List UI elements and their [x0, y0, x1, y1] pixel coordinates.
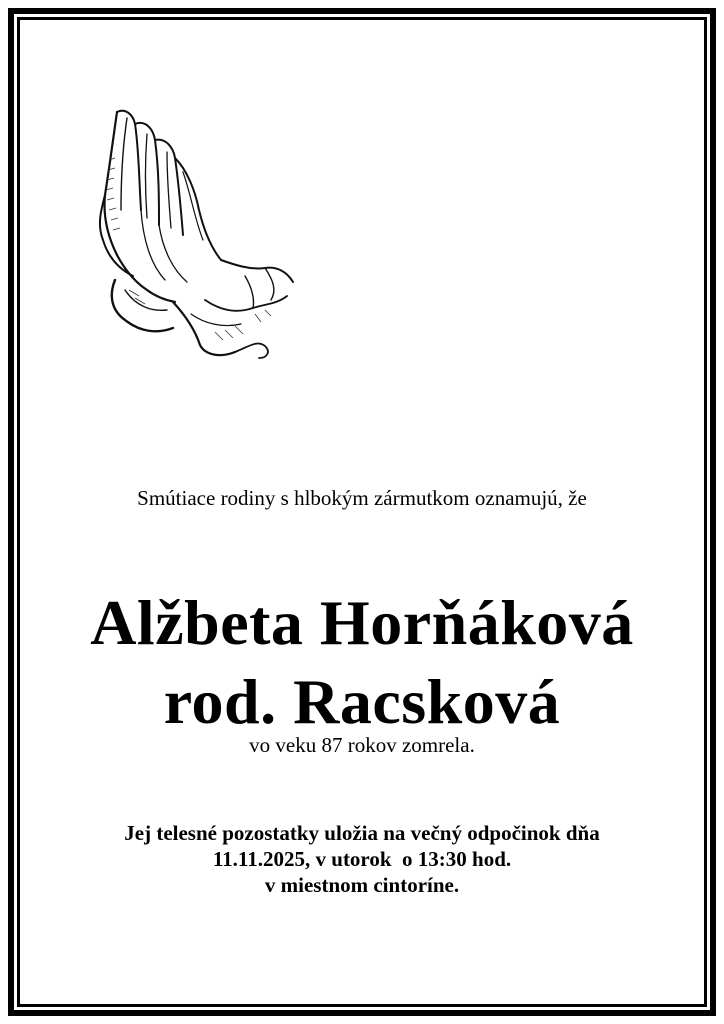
age-line: vo veku 87 rokov zomrela. — [249, 733, 475, 757]
deceased-name: Alžbeta Horňáková — [90, 587, 634, 658]
maiden-name: rod. Racsková — [163, 666, 561, 737]
announcement-intro: Smútiace rodiny s hlbokým zármutkom oznamujú, že — [137, 486, 587, 510]
praying-hands-icon — [95, 100, 300, 360]
funeral-date-time: 11.11.2025, v utorok o 13:30 hod. — [212, 847, 512, 871]
funeral-location: v miestnom cintoríne. — [264, 873, 460, 897]
funeral-info-line-1: Jej telesné pozostatky uložia na večný odpočinok dňa — [124, 821, 600, 845]
